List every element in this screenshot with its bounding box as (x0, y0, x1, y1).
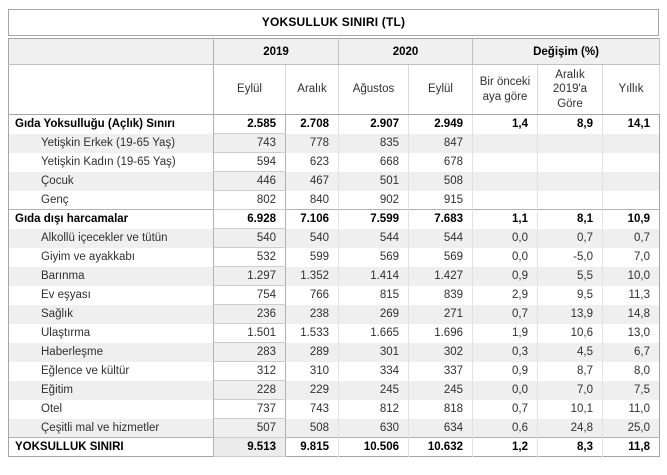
table-row (9, 305, 660, 324)
cell-value: 0,7 (473, 305, 538, 324)
cell-value: 630 (339, 419, 409, 438)
cell-value: 2,9 (473, 286, 538, 305)
table-row (9, 191, 660, 210)
cell-value: 737 (214, 400, 286, 419)
row-label: Ulaştırma (9, 324, 214, 343)
cell-value: 1,1 (473, 210, 538, 229)
table-row (9, 229, 660, 248)
cell-value: 24,8 (538, 419, 603, 438)
cell-value: 569 (339, 248, 409, 267)
cell-value: 283 (214, 343, 286, 362)
cell-value (473, 153, 538, 172)
cell-value: 778 (286, 134, 339, 153)
cell-value (603, 134, 660, 153)
data-table (8, 38, 660, 457)
cell-value: 0,7 (473, 400, 538, 419)
cell-value: 7,0 (603, 248, 660, 267)
group-header-degisim: Değişim (%) (473, 39, 660, 65)
cell-value: 14,1 (603, 115, 660, 134)
cell-value: 9,5 (538, 286, 603, 305)
cell-value: 0,3 (473, 343, 538, 362)
col-header-aralik-2019a-gore: Aralık 2019'a Göre (538, 65, 603, 115)
cell-value (473, 134, 538, 153)
cell-value: 5,5 (538, 267, 603, 286)
cell-value: 334 (339, 362, 409, 381)
row-label: Gıda Yoksulluğu (Açlık) Sınırı (9, 115, 214, 134)
row-label: Alkollü içecekler ve tütün (9, 229, 214, 248)
cell-value: 238 (286, 305, 339, 324)
cell-value: 569 (409, 248, 473, 267)
cell-value: 446 (214, 172, 286, 191)
poverty-line-table (8, 9, 659, 457)
cell-value: 623 (286, 153, 339, 172)
cell-value: 1.533 (286, 324, 339, 343)
cell-value: 8,7 (538, 362, 603, 381)
cell-value: 815 (339, 286, 409, 305)
cell-value: 847 (409, 134, 473, 153)
cell-value: 302 (409, 343, 473, 362)
cell-value: 508 (286, 419, 339, 438)
cell-value: 802 (214, 191, 286, 210)
cell-value: 915 (409, 191, 473, 210)
cell-value: 1,2 (473, 438, 538, 457)
cell-value: 10,6 (538, 324, 603, 343)
cell-value: 0,0 (473, 248, 538, 267)
table-row (9, 362, 660, 381)
cell-value (473, 191, 538, 210)
table-row (9, 210, 660, 229)
cell-value: 0,7 (603, 229, 660, 248)
cell-value: 269 (339, 305, 409, 324)
cell-value: 0,0 (473, 381, 538, 400)
cell-value: 312 (214, 362, 286, 381)
cell-value: -5,0 (538, 248, 603, 267)
cell-value: 835 (339, 134, 409, 153)
cell-value: 11,3 (603, 286, 660, 305)
table-row (9, 381, 660, 400)
cell-value: 812 (339, 400, 409, 419)
col-header-aralik-2019: Aralık (286, 65, 339, 115)
cell-value: 229 (286, 381, 339, 400)
cell-value: 6,7 (603, 343, 660, 362)
table-row (9, 134, 660, 153)
cell-value: 9.815 (286, 438, 339, 457)
cell-value (603, 172, 660, 191)
cell-value: 839 (409, 286, 473, 305)
table-row (9, 286, 660, 305)
cell-value: 0,6 (473, 419, 538, 438)
cell-value: 11,0 (603, 400, 660, 419)
year-group-header-row (9, 39, 660, 65)
month-header-row (9, 65, 660, 115)
cell-value: 301 (339, 343, 409, 362)
cell-value: 0,7 (538, 229, 603, 248)
cell-value: 245 (339, 381, 409, 400)
cell-value (538, 153, 603, 172)
row-label: Ev eşyası (9, 286, 214, 305)
row-label: Genç (9, 191, 214, 210)
cell-value: 245 (409, 381, 473, 400)
table-row (9, 267, 660, 286)
row-label: Çeşitli mal ve hizmetler (9, 419, 214, 438)
cell-value: 13,9 (538, 305, 603, 324)
cell-value: 7,5 (603, 381, 660, 400)
row-label: Giyim ve ayakkabı (9, 248, 214, 267)
cell-value: 743 (286, 400, 339, 419)
cell-value: 1.696 (409, 324, 473, 343)
cell-value: 7.683 (409, 210, 473, 229)
cell-value: 1.297 (214, 267, 286, 286)
cell-value: 337 (409, 362, 473, 381)
cell-value: 14,8 (603, 305, 660, 324)
cell-value: 818 (409, 400, 473, 419)
row-label: Eğlence ve kültür (9, 362, 214, 381)
cell-value: 2.585 (214, 115, 286, 134)
cell-value: 8,0 (603, 362, 660, 381)
cell-value: 532 (214, 248, 286, 267)
cell-value: 13,0 (603, 324, 660, 343)
cell-value: 1,4 (473, 115, 538, 134)
col-header-bir-onceki-aya-gore: Bir önceki aya göre (473, 65, 538, 115)
cell-value: 10,0 (603, 267, 660, 286)
cell-value: 289 (286, 343, 339, 362)
cell-value: 1.414 (339, 267, 409, 286)
cell-value: 1.352 (286, 267, 339, 286)
row-label: Çocuk (9, 172, 214, 191)
table-row (9, 248, 660, 267)
cell-value: 11,8 (603, 438, 660, 457)
cell-value: 540 (286, 229, 339, 248)
cell-value: 8,1 (538, 210, 603, 229)
cell-value: 6.928 (214, 210, 286, 229)
table-header (9, 39, 660, 115)
cell-value (538, 172, 603, 191)
table-row (9, 153, 660, 172)
table-row (9, 172, 660, 191)
table-row (9, 324, 660, 343)
row-label: Otel (9, 400, 214, 419)
cell-value: 10.632 (409, 438, 473, 457)
table-body (9, 115, 660, 457)
cell-value: 840 (286, 191, 339, 210)
cell-value: 668 (339, 153, 409, 172)
cell-value: 7,0 (538, 381, 603, 400)
cell-value: 4,5 (538, 343, 603, 362)
cell-value: 766 (286, 286, 339, 305)
cell-value (538, 191, 603, 210)
cell-value: 1.501 (214, 324, 286, 343)
table-row (9, 400, 660, 419)
cell-value: 634 (409, 419, 473, 438)
row-label: Yetişkin Kadın (19-65 Yaş) (9, 153, 214, 172)
row-label: Gıda dışı harcamalar (9, 210, 214, 229)
row-label: YOKSULLUK SINIRI (9, 438, 214, 457)
cell-value: 754 (214, 286, 286, 305)
row-label: Yetişkin Erkek (19-65 Yaş) (9, 134, 214, 153)
cell-value: 310 (286, 362, 339, 381)
cell-value: 902 (339, 191, 409, 210)
cell-value: 743 (214, 134, 286, 153)
cell-value: 540 (214, 229, 286, 248)
cell-value: 10.506 (339, 438, 409, 457)
cell-value: 544 (409, 229, 473, 248)
cell-value: 10,1 (538, 400, 603, 419)
cell-value: 678 (409, 153, 473, 172)
label-column-subheader (9, 65, 214, 115)
row-label: Barınma (9, 267, 214, 286)
group-header-2019: 2019 (214, 39, 339, 65)
cell-value: 25,0 (603, 419, 660, 438)
cell-value: 0,0 (473, 229, 538, 248)
cell-value: 467 (286, 172, 339, 191)
cell-value: 501 (339, 172, 409, 191)
table-row (9, 115, 660, 134)
cell-value: 1.665 (339, 324, 409, 343)
cell-value: 544 (339, 229, 409, 248)
cell-value: 0,9 (473, 362, 538, 381)
cell-value: 9.513 (214, 438, 286, 457)
row-label: Eğitim (9, 381, 214, 400)
cell-value: 2.907 (339, 115, 409, 134)
group-header-2020: 2020 (339, 39, 473, 65)
cell-value: 599 (286, 248, 339, 267)
row-label: Haberleşme (9, 343, 214, 362)
cell-value (473, 172, 538, 191)
cell-value: 236 (214, 305, 286, 324)
cell-value: 7.106 (286, 210, 339, 229)
cell-value: 508 (409, 172, 473, 191)
cell-value: 2.708 (286, 115, 339, 134)
cell-value: 1.427 (409, 267, 473, 286)
cell-value: 271 (409, 305, 473, 324)
cell-value: 2.949 (409, 115, 473, 134)
table-row (9, 343, 660, 362)
cell-value (603, 191, 660, 210)
cell-value: 507 (214, 419, 286, 438)
table-row (9, 419, 660, 438)
cell-value: 7.599 (339, 210, 409, 229)
cell-value: 8,3 (538, 438, 603, 457)
col-header-eylul-2019: Eylül (214, 65, 286, 115)
col-header-agustos-2020: Ağustos (339, 65, 409, 115)
cell-value: 228 (214, 381, 286, 400)
cell-value (538, 134, 603, 153)
cell-value: 8,9 (538, 115, 603, 134)
cell-value (603, 153, 660, 172)
cell-value: 10,9 (603, 210, 660, 229)
table-row (9, 438, 660, 457)
table-title: YOKSULLUK SINIRI (TL) (8, 9, 659, 36)
cell-value: 1,9 (473, 324, 538, 343)
label-column-header (9, 39, 214, 65)
col-header-eylul-2020: Eylül (409, 65, 473, 115)
row-label: Sağlık (9, 305, 214, 324)
cell-value: 594 (214, 153, 286, 172)
col-header-yillik: Yıllık (603, 65, 660, 115)
cell-value: 0,9 (473, 267, 538, 286)
